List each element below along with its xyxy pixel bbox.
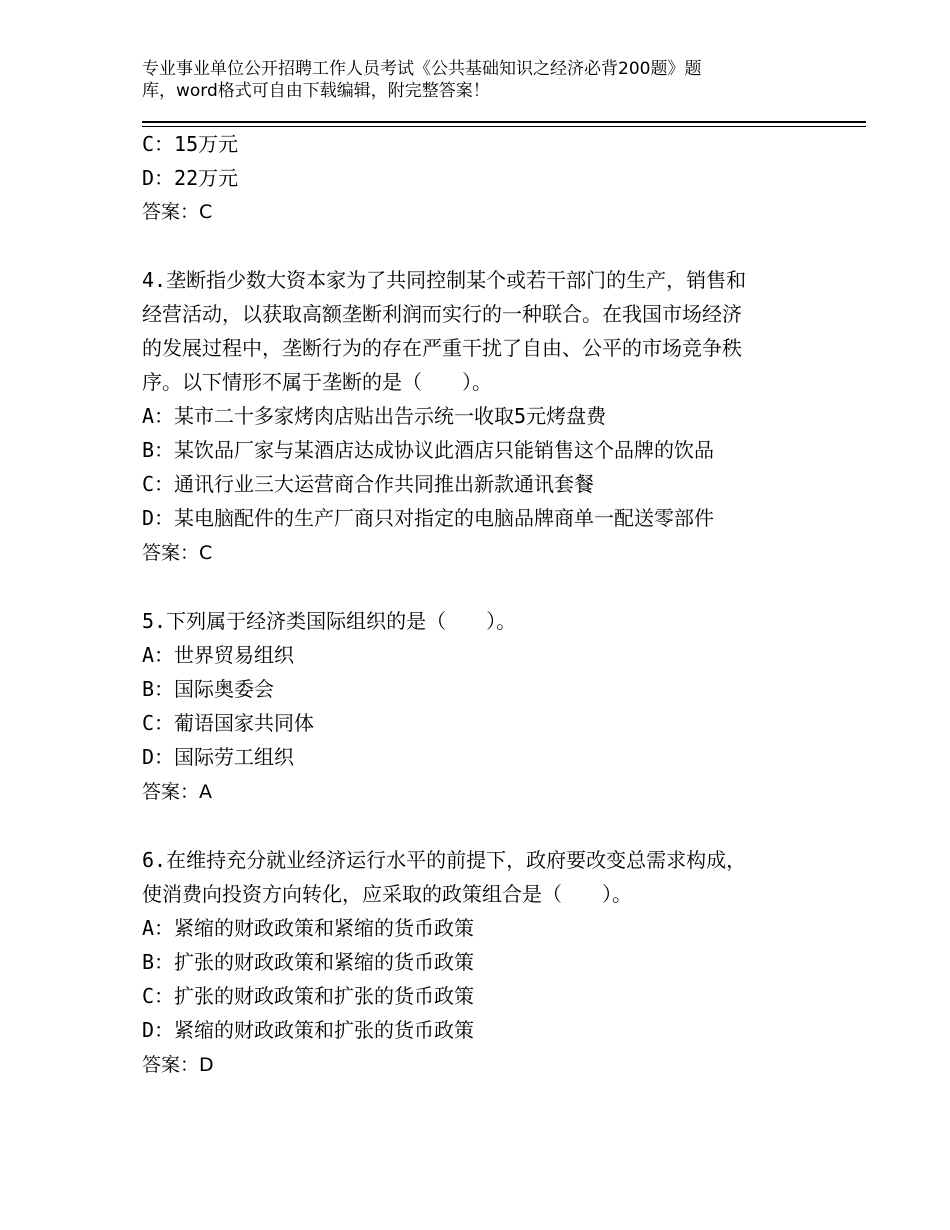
q3-answer: 答案：C bbox=[142, 201, 213, 223]
q4-option-c: C：通讯行业三大运营商合作共同推出新款通讯套餐 bbox=[142, 472, 595, 496]
header-line-2: 库，word格式可自由下载编辑，附完整答案！ bbox=[142, 81, 490, 101]
q6-stem-line: 使消费向投资方向转化，应采取的政策组合是（ ）。 bbox=[142, 882, 632, 906]
document-header bbox=[142, 58, 782, 102]
q5-option-d: D：国际劳工组织 bbox=[142, 745, 295, 769]
q4-option-b: B：某饮品厂家与某酒店达成协议此酒店只能销售这个品牌的饮品 bbox=[142, 438, 715, 462]
q6-answer: 答案：D bbox=[142, 1054, 214, 1076]
q4-option-a: A：某市二十多家烤肉店贴出告示统一收取5元烤盘费 bbox=[142, 404, 607, 428]
q4-option-d: D：某电脑配件的生产厂商只对指定的电脑品牌商单一配送零部件 bbox=[142, 506, 715, 530]
q6-option-d: D：紧缩的财政政策和扩张的货币政策 bbox=[142, 1018, 475, 1042]
q5-answer: 答案：A bbox=[142, 781, 212, 803]
q5-option-b: B：国际奥委会 bbox=[142, 677, 275, 701]
q6-stem-line: 6.在维持充分就业经济运行水平的前提下，政府要改变总需求构成， bbox=[142, 848, 747, 872]
q4-answer: 答案：C bbox=[142, 542, 213, 564]
q4-stem-line: 4.垄断指少数大资本家为了共同控制某个或若干部门的生产，销售和 bbox=[142, 268, 747, 292]
q6-option-b: B：扩张的财政政策和紧缩的货币政策 bbox=[142, 950, 475, 974]
q4-stem-line: 序。以下情形不属于垄断的是（ ）。 bbox=[142, 370, 492, 394]
q5-option-a: A：世界贸易组织 bbox=[142, 643, 295, 667]
q4-stem-line: 经营活动，以获取高额垄断利润而实行的一种联合。在我国市场经济 bbox=[142, 302, 742, 326]
header-rule-thin bbox=[142, 126, 866, 127]
header-rule-thick bbox=[142, 121, 866, 123]
header-line-1: 专业事业单位公开招聘工作人员考试《公共基础知识之经济必背200题》题 bbox=[142, 59, 702, 79]
q5-option-c: C：葡语国家共同体 bbox=[142, 711, 315, 735]
q4-stem-line: 的发展过程中，垄断行为的存在严重干扰了自由、公平的市场竞争秩 bbox=[142, 336, 742, 360]
q5-stem-line: 5.下列属于经济类国际组织的是（ ）。 bbox=[142, 609, 517, 633]
q6-option-a: A：紧缩的财政政策和紧缩的货币政策 bbox=[142, 916, 475, 940]
q3-option-c: C：15万元 bbox=[142, 132, 239, 156]
q6-option-c: C：扩张的财政政策和扩张的货币政策 bbox=[142, 984, 475, 1008]
q3-option-d: D：22万元 bbox=[142, 166, 239, 190]
